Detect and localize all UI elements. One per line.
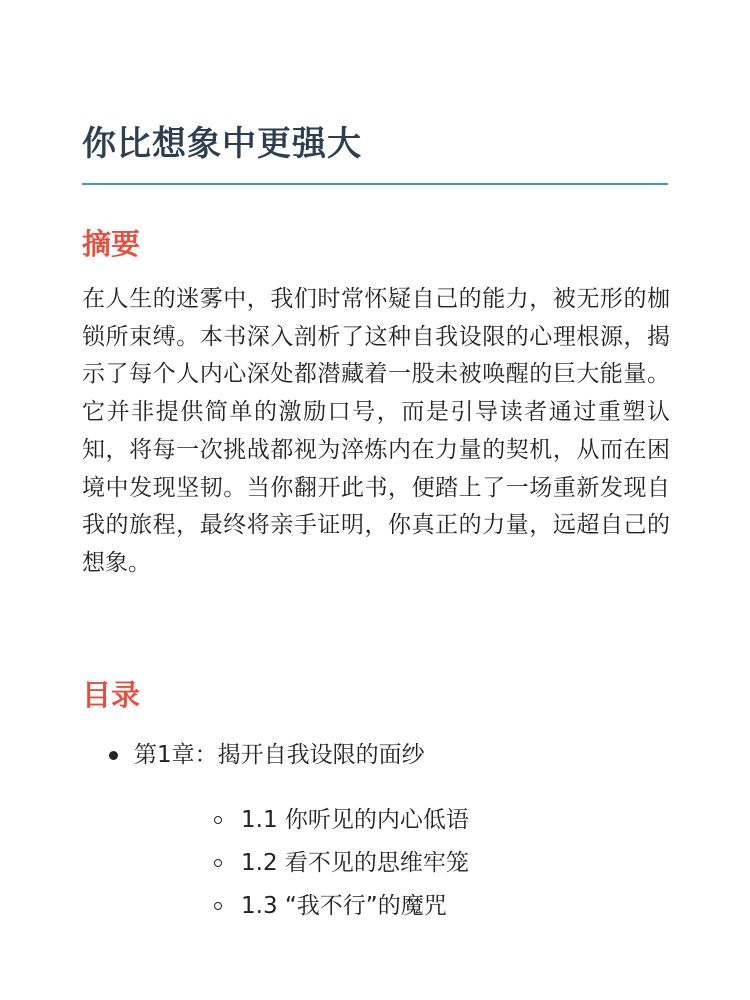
summary-paragraph: 在人生的迷雾中，我们时常怀疑自己的能力，被无形的枷锁所束缚。本书深入剖析了这种自我设限的心理根源，揭示了每个人内心深处都潜藏着一股未被唤醒的巨大能量。它并非提供简单的激励口号，而是引导读者通过重塑认知，将每一次挑战都视为淬炼内在力量的契机，从而在困境中发现坚韧。当你翻开此书，便踏上了一场重新发现自我的旅程，最终将亲手证明，你真正的力量，远超自己的想象。 — [82, 286, 670, 576]
toc-section-label: 1.3 “我不行”的魔咒 — [241, 893, 447, 919]
toc-section-1-1 — [134, 799, 668, 842]
hollow-circle-bullet-icon — [214, 816, 222, 824]
document-title: 你比想象中更强大 — [82, 124, 362, 164]
toc-section-1-3 — [134, 885, 668, 928]
toc-chapter-1 — [82, 735, 668, 928]
toc-chapter-label: 第1章：揭开自我设限的面纱 — [134, 742, 425, 768]
hollow-circle-bullet-icon — [214, 902, 222, 910]
summary-heading: 摘要 — [82, 227, 141, 261]
toc-section-label: 1.2 看不见的思维牢笼 — [241, 850, 469, 876]
hollow-circle-bullet-icon — [214, 859, 222, 867]
toc-section-label: 1.1 你听见的内心低语 — [241, 807, 469, 833]
toc-heading: 目录 — [82, 678, 141, 712]
filled-circle-bullet-icon — [109, 751, 118, 760]
toc-section-list — [134, 799, 668, 928]
toc-section-1-2 — [134, 842, 668, 885]
title-divider — [82, 183, 668, 185]
table-of-contents — [82, 735, 668, 928]
